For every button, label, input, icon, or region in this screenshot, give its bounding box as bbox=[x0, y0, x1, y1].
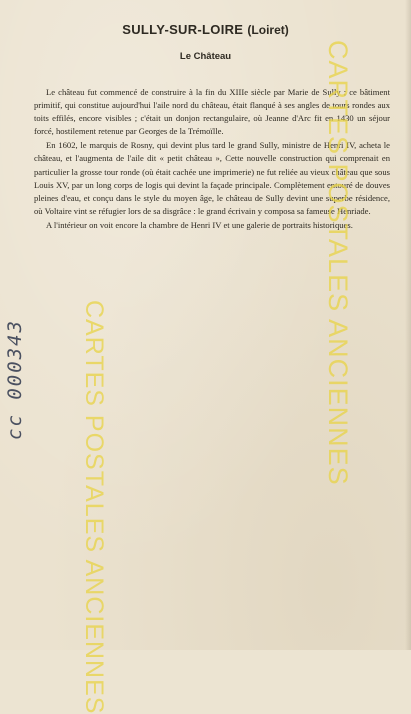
paragraph-interior: A l'intérieur on voit encore la chambre de Henri IV et une galerie de portraits historiques. bbox=[46, 219, 353, 230]
edge-stain bbox=[405, 0, 411, 650]
postcard-subtitle: Le Château bbox=[179, 51, 232, 62]
title-region: (Loiret) bbox=[247, 23, 289, 37]
watermark-left: CARTES POSTALES ANCIENNES bbox=[80, 300, 108, 714]
inventory-mark: cc 000343 bbox=[4, 319, 26, 440]
paragraph-rosny: En 1602, le marquis de Rosny, qui devint plus tard le grand Sully, ministre de Henri IV, acheta le château, et l'augmenta de l'aile dit « petit château », Cette nouvelle construction qui comprenait en particulier la grosse tour ronde (où était cachée une imprimerie) ne fut reliée au vieux château que sous Louis XV, par un long corps de logis qui devint la façade principale. Complètement entouré de douves pleines d'eau, et conçu dans le style du moyen âge, le château de Sully devint une superbe résidence, où Voltaire vint se réfugier lors de sa disgrâce : le grand écrivain y composa sa fameuse Henriade. bbox=[34, 140, 390, 216]
description-text bbox=[34, 86, 390, 232]
watermark-right: CARTES POSTALES ANCIENNES bbox=[323, 40, 353, 486]
title-town: SULLY-SUR-LOIRE bbox=[122, 22, 244, 37]
paragraph-history: Le château fut commencé de construire à la fin du XIIIe siècle par Marie de Sully ; ce bâtiment primitif, qui constitue aujourd'hui l'aile nord du château, était flanqué à ses angles de tours rondes aux toits effilés, encore visibles ; c'était un donjon rectangulaire, où Jeanne d'Arc fit en 1430 un séjour forcé, hostilement retenue par Georges de la Trémoïlle. bbox=[34, 87, 390, 137]
postcard-title bbox=[0, 22, 411, 39]
